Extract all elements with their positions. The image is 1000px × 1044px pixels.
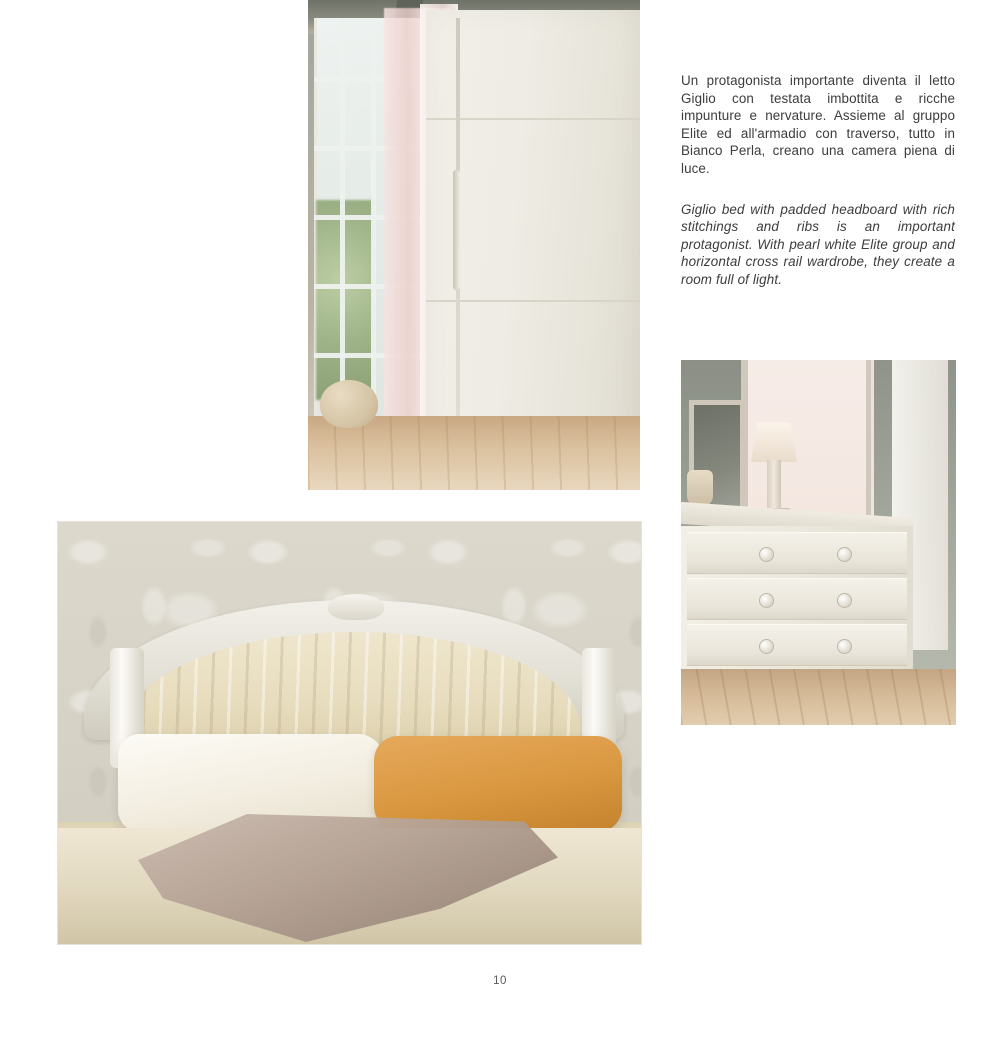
drawer-knob-icon <box>837 593 852 608</box>
drawer-knob-icon <box>759 639 774 654</box>
dresser-drawer-2 <box>687 578 907 620</box>
wardrobe-handle <box>453 170 460 290</box>
lamp-shade <box>751 422 797 462</box>
italian-description: Un protagonista importante diventa il letto Giglio con testata imbottita e ricche impunture e nervature. Assieme al gruppo Elite ed all'armadio con traverso, tutto in Bianco Perla, creano una camera piena di luce. <box>681 73 955 176</box>
description-text-block <box>681 72 955 289</box>
dresser-floor-planks <box>681 669 956 725</box>
wardrobe-photo <box>308 0 640 490</box>
drawer-knob-icon <box>759 593 774 608</box>
dresser-drawer-3 <box>687 624 907 666</box>
orange-pillow <box>374 736 622 832</box>
floor-pouf <box>320 380 378 428</box>
drawer-knob-icon <box>837 639 852 654</box>
lamp-base <box>767 460 781 512</box>
decorative-vase <box>687 470 713 506</box>
bed-photo <box>57 521 642 945</box>
page-number: 10 <box>493 975 507 987</box>
drawer-knob-icon <box>837 547 852 562</box>
english-description: Giglio bed with padded headboard with rich stitchings and ribs is an important protagonist. With pearl white Elite group and horizontal cross rail wardrobe, they create a room full of light. <box>681 201 955 287</box>
headboard-crest <box>328 594 384 620</box>
drawer-knob-icon <box>759 547 774 562</box>
dresser-photo <box>681 360 956 725</box>
dresser-drawer-1 <box>687 532 907 574</box>
